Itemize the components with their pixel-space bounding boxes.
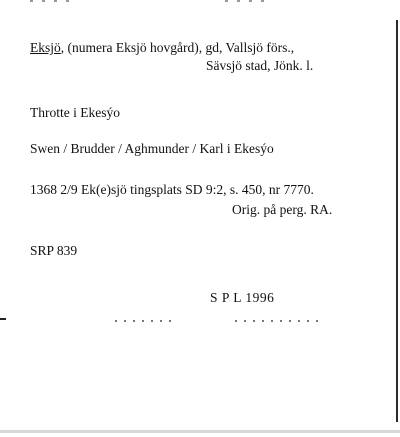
scan-dots-2 bbox=[235, 320, 320, 322]
place-description: , (numera Eksjö hovgård), gd, Vallsjö förs., bbox=[60, 40, 295, 55]
heading-line bbox=[30, 41, 294, 55]
card-right-edge bbox=[396, 20, 398, 422]
top-edge-marks bbox=[30, 0, 70, 2]
scan-dots bbox=[115, 320, 175, 322]
left-edge-mark bbox=[0, 318, 6, 320]
signature: S P L 1996 bbox=[210, 290, 275, 305]
persons-line: Swen / Brudder / Aghmunder / Karl i Ekesýo bbox=[30, 141, 274, 156]
place-name: Eksjö bbox=[30, 40, 61, 55]
top-edge-marks-2 bbox=[225, 0, 270, 2]
source-line: 1368 2/9 Ek(e)sjö tingsplats SD 9:2, s. 450, nr 7770. bbox=[30, 182, 314, 197]
reference-line: SRP 839 bbox=[30, 243, 78, 258]
original-note: Orig. på perg. RA. bbox=[232, 202, 333, 217]
location-line: Sävsjö stad, Jönk. l. bbox=[206, 58, 314, 73]
card-bottom-edge bbox=[0, 430, 400, 433]
name-form-line: Throtte i Ekesýo bbox=[30, 105, 120, 120]
